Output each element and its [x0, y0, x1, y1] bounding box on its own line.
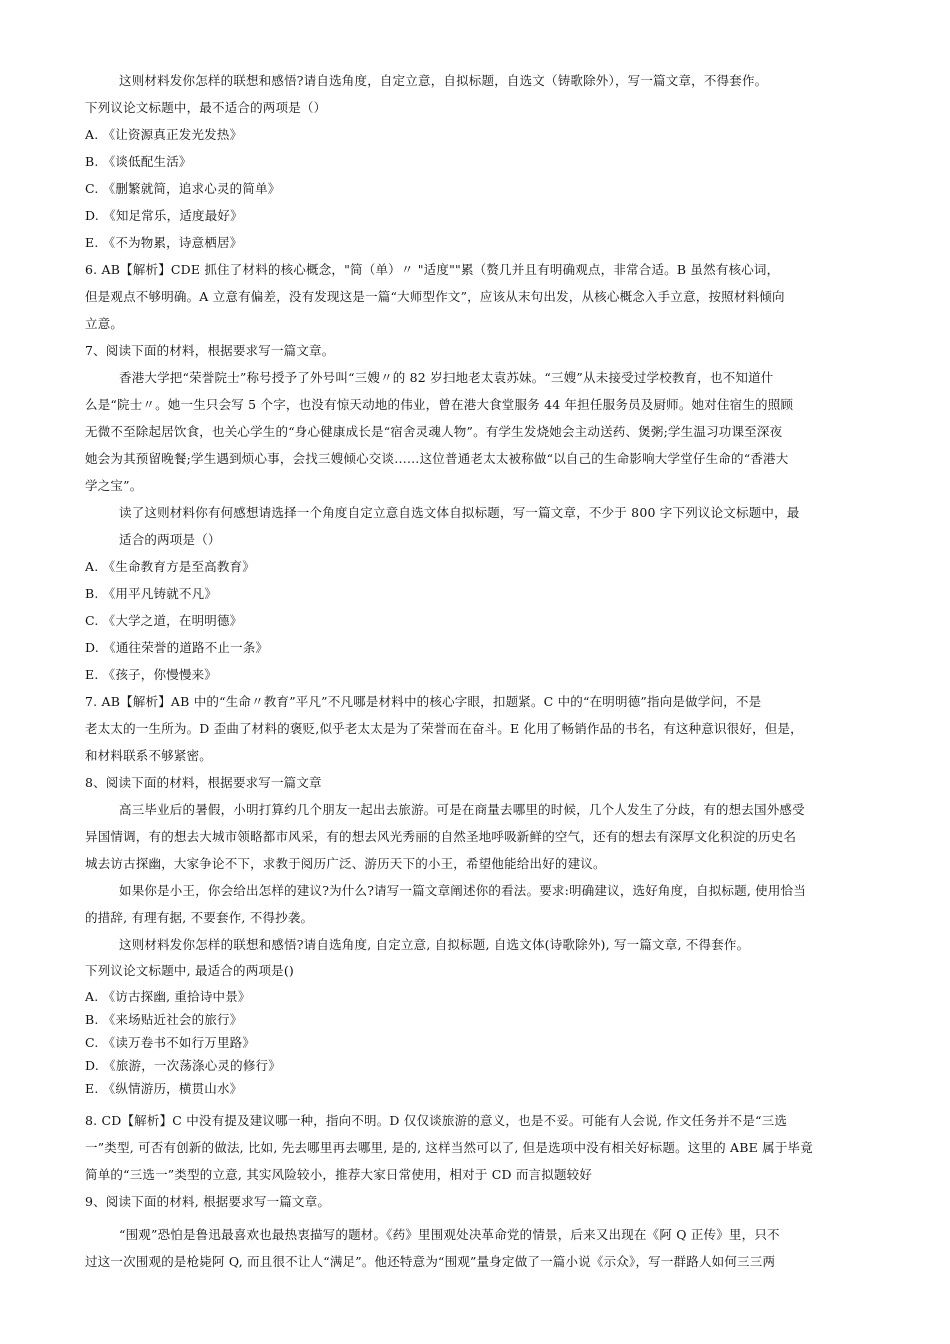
- text-line: 和材料联系不够紧密。: [85, 748, 213, 763]
- option-line: E. 《不为物累，诗意栖居》: [85, 235, 243, 250]
- answer-line: 7. AB【解析】AB 中的“生命〃教育”平凡”不凡哪是材料中的核心字眼，扣题紧。C 中的“在明明德”指向是做学问，不是: [85, 694, 762, 709]
- question-heading: 7、阅读下面的材料，根据要求写一篇文章。: [85, 343, 335, 358]
- text-line: 学之宝”。: [85, 478, 143, 493]
- option-line: D. 《通往荣誉的道路不止一条》: [85, 640, 269, 655]
- option-line: B. 《用平凡铸就不凡》: [85, 586, 218, 601]
- text-line: 么是“院士〃。她一生只会写 5 个字，也没有惊天动地的伟业，曾在港大食堂服务 44 年担任服务员及厨师。她对住宿生的照顾: [85, 397, 794, 412]
- text-line: 香港大学把“荣誉院士”称号授予了外号叫“三嫂〃的 82 岁扫地老太袁苏妹。“三嫂”从未接受过学校教育，也不知道什: [119, 370, 774, 385]
- text-line: 下列议论文标题中，最不适合的两项是（）: [85, 100, 327, 115]
- text-line: 的措辞, 有理有据, 不要套作, 不得抄袭。: [85, 910, 314, 925]
- answer-line: 8. CD【解析】C 中没有提及建议哪一种，指向不明。D 仅仅谈旅游的意义，也是不妥。可能有人会说, 作文任务并不是“三选: [85, 1113, 788, 1128]
- text-line: 一”类型, 可否有创新的做法, 比如, 先去哪里再去哪里, 是的, 这样当然可以了, 但是选项中没有相关好标题。这里的 ABE 属于毕竟: [85, 1140, 813, 1155]
- option-line: D. 《知足常乐，适度最好》: [85, 208, 243, 223]
- text-line: “围观”恐怕是鲁迅最喜欢也最热衷描写的题材。《药》里围观处决革命党的情景，后来又出现在《阿 Q 正传》里，只不: [119, 1227, 780, 1242]
- option-line: C. 《读万卷书不如行万里路》: [85, 1035, 256, 1050]
- text-line: 她会为其预留晚餐;学生遇到烦心事，会找三嫂倾心交谈……这位普通老太太被称做“以自己的生命影响大学堂仔生命的“香港大: [85, 451, 789, 466]
- text-line: 但是观点不够明确。A 立意有偏差，没有发现这是一篇“大师型作文”，应该从末句出发，从核心概念入手立意，按照材料倾向: [85, 289, 785, 304]
- answer-line: 6. AB【解析】CDE 抓住了材料的核心概念，"简（单）〃 "适度""累（赘几并且有明确观点，非常合适。B 虽然有核心词，: [85, 262, 780, 277]
- text-line: 无微不至除起居饮食，也关心学生的“身心健康成长是“宿舍灵魂人物”。有学生发烧她会主动送药、煲粥;学生温习功课至深夜: [85, 424, 783, 439]
- text-line: 适合的两项是（）: [119, 532, 221, 547]
- option-line: C. 《大学之道，在明明德》: [85, 613, 243, 628]
- text-line: 下列议论文标题中, 最适合的两项是(): [85, 963, 295, 978]
- text-line: 简单的“三选一”类型的立意, 其实风险较小，推荐大家日常使用，相对于 CD 而言拟题较好: [85, 1167, 593, 1182]
- text-line: 如果你是小王，你会给出怎样的建议?为什么?请写一篇文章阐述你的看法。要求:明确建议，选好角度，自拟标题, 使用恰当: [119, 883, 806, 898]
- option-line: E. 《孩子，你慢慢来》: [85, 667, 217, 682]
- text-line: 这则材料发你怎样的联想和感悟?请自选角度, 自定立意, 自拟标题, 自选文体(诗歌除外), 写一篇文章, 不得套作。: [119, 937, 750, 952]
- text-line: 读了这则材料你有何感想请选择一个角度自定立意自选文体自拟标题，写一篇文章，不少于 800 字下列议论文标题中，最: [119, 505, 800, 520]
- text-line: 这则材料发你怎样的联想和感悟?请自选角度，自定立意，自拟标题，自选文（铸歌除外），写一篇文章，不得套作。: [119, 73, 768, 88]
- question-heading: 8、阅读下面的材料，根据要求写一篇文章: [85, 775, 322, 790]
- option-line: A. 《生命教育方是至高教育》: [85, 559, 255, 574]
- text-line: 过这一次围观的是枪毙阿 Q, 而且很不让人“满足”。他还特意为“围观”量身定做了一篇小说《示众》，写一群路人如何三三两: [85, 1254, 776, 1269]
- option-line: E. 《纵情游历，横贯山水》: [85, 1081, 243, 1096]
- option-line: A. 《让资源真正发光发热》: [85, 127, 243, 142]
- text-line: 异国情调，有的想去大城市领略都市风采，有的想去风光秀丽的自然圣地呼吸新鲜的空气，还有的想去有深厚文化积淀的历史名: [85, 829, 797, 844]
- option-line: D. 《旅游，一次荡涤心灵的修行》: [85, 1058, 281, 1073]
- option-line: B. 《谈低配生活》: [85, 154, 192, 169]
- text-line: 高三毕业后的暑假，小明打算约几个朋友一起出去旅游。可是在商量去哪里的时候，几个人发生了分歧，有的想去国外感受: [119, 802, 805, 817]
- text-line: 老太太的一生所为。D 歪曲了材料的褒贬,似乎老太太是为了荣誉而在奋斗。E 化用了畅销作品的书名，有这种意识很好，但是，: [85, 721, 803, 736]
- option-line: A. 《访古探幽, 重拾诗中景》: [85, 989, 251, 1004]
- text-line: 城去访古探幽，大家争论不下，求教于阅历广泛、游历天下的小王，希望他能给出好的建议。: [85, 856, 606, 871]
- question-heading: 9、阅读下面的材料, 根据要求写一篇文章。: [85, 1194, 331, 1209]
- option-line: C. 《删繁就简，追求心灵的简单》: [85, 181, 281, 196]
- option-line: B. 《来场贴近社会的旅行》: [85, 1012, 243, 1027]
- text-line: 立意。: [85, 316, 124, 331]
